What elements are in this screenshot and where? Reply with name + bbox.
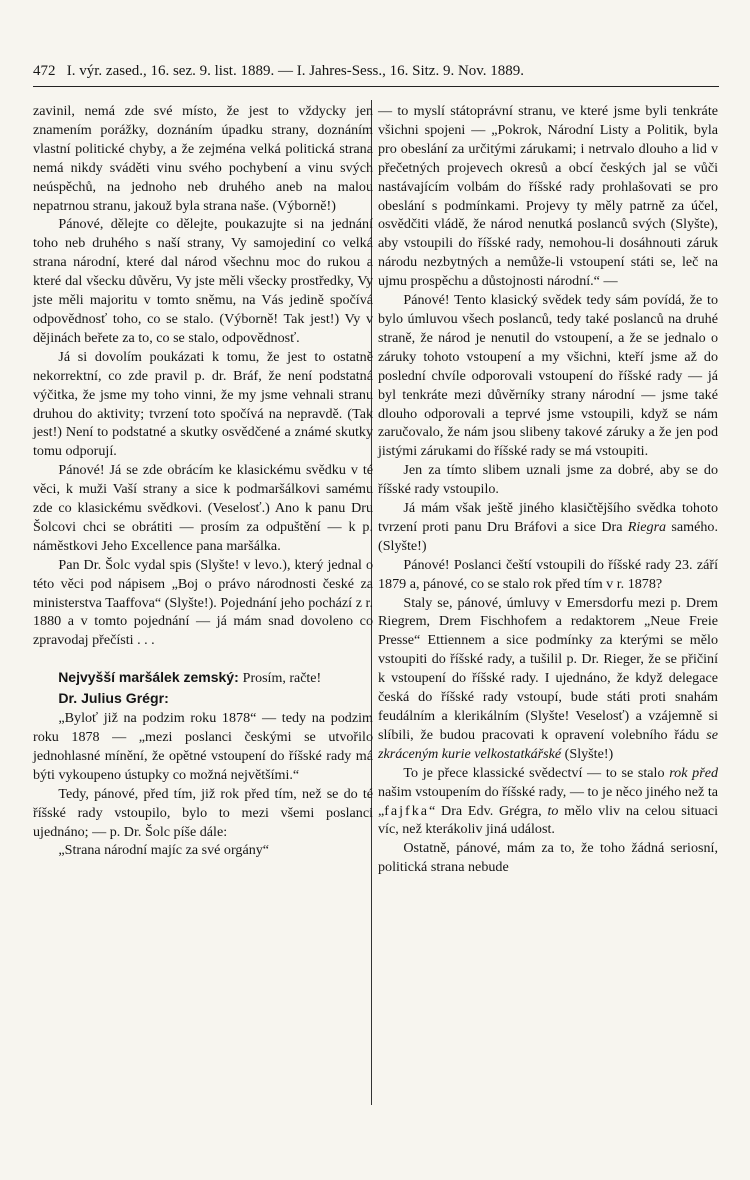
page-number: 472 [33, 63, 56, 79]
text-run: (Slyšte!) [561, 745, 614, 762]
paragraph: Pánové, dělejte co dělejte, poukazujte si na jednání toho neb druhého s naší strany, Vy samojediní co velká strana národní, které dal národ všechnu moc do rukou a které dal všecku důvěru, Vy jste měli všecky prostředky, Vy jste měli majoritu v tomto sněmu, na Vás jedině spočívá odpovědnosť toho, co se stalo. (Výborně! Tak jest!) Vy v dějinách beřete za to, co se stalo, odpovědnosť. [33, 216, 373, 346]
speaker-paragraph [33, 689, 373, 709]
paragraph: Ostatně, pánové, mám za to, že toho žádná seriosní, politická strana nebude [378, 840, 718, 876]
paragraph: Pánové! Tento klasický svědek tedy sám povídá, že to bylo úmluvou všech poslanců, tedy také poslanců na druhé straně, že národ je nenutil do vstoupení, a že se jednalo o záruky tohoto vstoupení a my všichni, kteří jsme až do poslední chvíle odporovali vstoupení do říšské rady — já byl tenkráte mezi důvěrníky strany národní — jsme také dlouho odporovali a teprvé jsme vstoupili, když se nám zaručovalo, že nám jsou slibeny takové záruky a že jen pod jistými zárukami do říšské rady se má vstoupiti. [378, 292, 718, 460]
running-title: I. výr. zased., 16. sez. 9. list. 1889. — I. Jahres-Sess., 16. Sitz. 9. Nov. 1889. [66, 63, 525, 79]
italic-name: Riegra [627, 518, 667, 535]
paragraph: Pánové! Já se zde obrácím ke klasickému svědku v té věci, k muži Vaší strany a sice k podmaršálkovi samému zde co klasickému svědkovi. (Veselosť.) Ano k panu Dru Šolcovi chci se obrátiti — prosím za odpuštění — k p. náměstkovi Jeho Excellence pana maršálka. [33, 462, 373, 554]
spaced-word: fajfka [384, 802, 429, 819]
paragraph: „Strana národní majíc za své orgány“ [58, 842, 270, 859]
speaker-name: Dr. Julius Grégr: [58, 690, 169, 707]
paragraph: — to myslí státoprávní stranu, ve které jsme byli tenkráte všichni spojeni — „Pokrok, Národní Listy a Politik, byla pro obeslání za určitými zárukami; i netrvalo dlouho a lid v přečetných projevech okresů a obcí českých jal se vůči nastávajícím volbám do říšské rady prohlašovati se pro obeslání s podmínkami. Projevy ty měly patrně za účel, osvědčiti vládě, že národ nenutká poslanců svých (Slyšte), aby vstoupili do říšské rady, nemohou-li dosáhnouti záruk národu nezbytných a nemůže-li vstoupení státi se, leč na ujmu prospěchu a důstojnosti národní.“ — [378, 103, 718, 290]
speaker-text: Prosím, račte! [242, 671, 322, 687]
text-run: samého. (Slyšte!) [378, 518, 718, 554]
text-run: Staly se, pánové, úmluvy v Emersdorfu mezi p. Drem Riegrem, Drem Fischhofem a redaktorem „Neue Freie Presse“ Ettiennem a sice podmínky za kterými se mělo vstoupiti do říšské rady, a tušilil p. Dr. Rieger, že se přičiní k vstoupení do říšské rady. I ujednáno, že když delegace česká do říšské rady vstoupí, bude státi proti snahám feudálním a klerikálním (Slyšte! Veselosť) a vzájemně si slíbili, že budou pracovati k opravení volebního řádu [378, 594, 718, 743]
text-run: To je přece klassické svědectví — to se stalo [403, 764, 670, 781]
paragraph: Pan Dr. Šolc vydal spis (Slyšte! v levo.), který jednal o této věci pod nápisem „Boj o právo národnosti české za ministerstva Taaffova“ (Slyšte!). Pojednání jeho pochází z r. 1880 a v tomto pojednání — já mám snad dovoleno co zpravodaj přečísti . . . [33, 556, 373, 649]
paragraph [378, 594, 718, 764]
speaker-name: Nejvyšší maršálek zemský: [58, 669, 239, 686]
paragraph: Jen za tímto slibem uznali jsme za dobré, aby se do říšské rady vstoupilo. [378, 462, 718, 498]
paragraph: Tedy, pánové, před tím, již rok před tím, než se do té říšské rady vstoupilo, bylo to mezi všemi poslanci ujednáno; — p. Dr. Šolc píše dále: [33, 785, 373, 840]
text-run: našim vstoupením do říšské rady, — to je něco jiného než ta „ [378, 783, 718, 819]
paragraph: Já si dovolím poukázati k tomu, že jest to ostatně nekorrektní, co zde pravil p. dr. Bráf, že není podstatná výčitka, že jsme my toho vinni, že my jsme vehnali stranu druhou do aktivity; tvrzení toto spočívá na nepravdě. (Tak jest!) Není to podstatné a skutky osvědčené a známé skutky tomu odporují. [33, 348, 373, 460]
page-header [33, 62, 719, 80]
text-run: “ Dra Edv. Grégra, [428, 802, 548, 819]
italic-phrase: rok před [669, 764, 719, 781]
paragraph [378, 499, 718, 556]
paragraph: „Byloť již na podzim roku 1878“ — tedy na podzim roku 1878 — „mezi poslanci českými se utvořilo jednohlasné mínění, že opětné vstoupení do říšské rady má býti vykoupeno ústupky co možná největšími.“ [33, 710, 373, 783]
paragraph [378, 764, 718, 840]
text-run: Já mám však ještě jiného klasičtějšího svědka tohoto tvrzení proti panu Dru Bráfovi a sice Dra [378, 500, 718, 535]
paragraph: Pánové! Poslanci čeští vstoupili do říšské rady 23. září 1879 a, pánové, co se stalo rok před tím v r. 1878? [378, 556, 718, 592]
paragraph: zavinil, nemá zde své místo, že jest to vždycky jen znamením porážky, doznáním úpadku strany, doznáním vlastní politické chyby, a že zejména velká politická strana nemá nikdy sváděti vinu svého pochybení a vinu svých neúspěchů, na jednoho neb druhého aneb na malou nepatrnou stranu, jakouž byla strana naše. (Výborně!) [33, 103, 373, 214]
left-column [33, 102, 373, 860]
text-run: mělo vliv na celou situaci víc, než kterákoliv jiná událost. [378, 802, 719, 838]
right-column [378, 102, 718, 877]
italic-word: to [547, 802, 559, 819]
speaker-paragraph [33, 668, 373, 689]
header-rule [33, 86, 719, 87]
italic-phrase: se zkráceným kurie velkostatkářské [378, 726, 718, 762]
